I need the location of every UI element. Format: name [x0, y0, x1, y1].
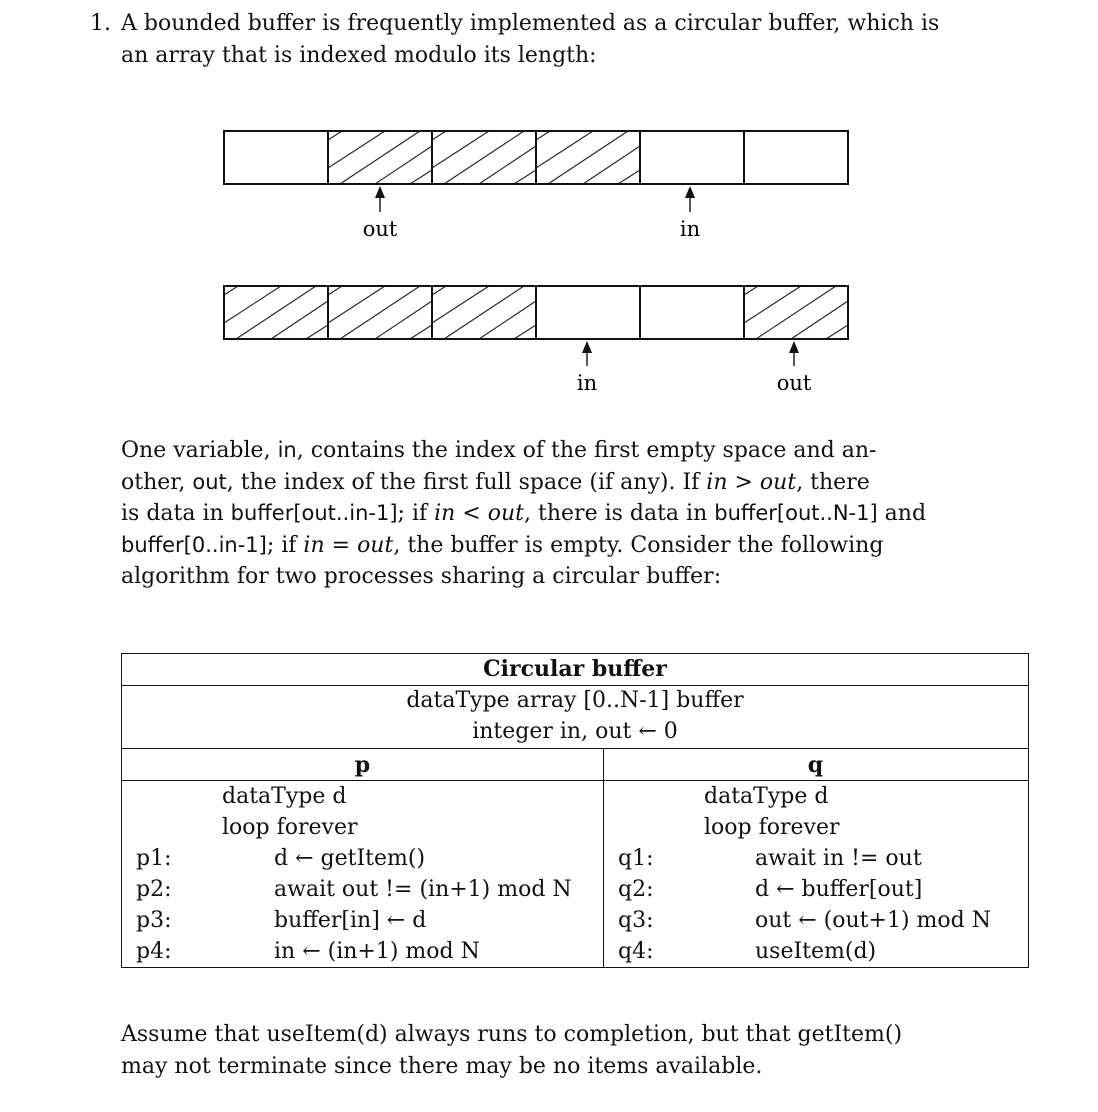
q-stmt-3: out ← (out+1) mod N [755, 908, 991, 933]
process-p-header: p [354, 752, 371, 778]
p-decl-1: dataType d [222, 784, 347, 809]
desc-line-2: other, out, the index of the first full space (if any). If in > out, there [121, 469, 870, 495]
desc-line-1: One variable, in, contains the index of the first empty space and an- [121, 438, 877, 463]
top-buffer [224, 131, 848, 241]
q-decl-1: dataType d [704, 784, 829, 809]
bottom-in-arrow-icon [582, 341, 592, 366]
p-decl-2: loop forever [222, 815, 358, 840]
q-stmt-1: await in != out [755, 846, 922, 871]
p-stmt-2: await out != (in+1) mod N [274, 877, 572, 902]
p-stmt-1: d ← getItem() [274, 846, 426, 871]
top-cell-1-fill [328, 131, 432, 184]
q-stmt-2: d ← buffer[out] [755, 877, 923, 902]
bottom-out-arrow-icon [789, 341, 799, 366]
intro-line-2: an array that is indexed modulo its length: [121, 42, 597, 68]
intro-line-1: A bounded buffer is frequently implemented as a circular buffer, which is [121, 11, 940, 36]
top-cell-3-fill [536, 131, 640, 184]
top-in-label: in [679, 217, 701, 241]
p-label-2: p2: [136, 877, 172, 902]
q-decl-2: loop forever [704, 815, 840, 840]
bottom-cell-2-fill [432, 286, 536, 339]
q-label-4: q4: [618, 939, 654, 964]
algorithm-table [121, 653, 1029, 968]
p-label-3: p3: [136, 908, 172, 933]
p-stmt-3: buffer[in] ← d [274, 908, 427, 933]
top-cell-2-fill [432, 131, 536, 184]
top-in-arrow-icon [685, 186, 695, 212]
closing-line-2: may not terminate since there may be no items available. [121, 1053, 763, 1079]
bottom-in-label: in [576, 371, 598, 395]
desc-line-4: buffer[0..in-1]; if in = out, the buffer is empty. Consider the following [121, 532, 884, 558]
desc-line-3: is data in buffer[out..in-1]; if in < out, there is data in buffer[out..N-1] and [121, 501, 927, 526]
closing-line-1: Assume that useItem(d) always runs to completion, but that getItem() [121, 1022, 903, 1047]
bottom-cell-1-fill [328, 286, 432, 339]
bottom-out-label: out [776, 371, 812, 395]
desc-line-5: algorithm for two processes sharing a circular buffer: [121, 564, 722, 589]
q-stmt-4: useItem(d) [755, 939, 877, 964]
global-decl-2: integer in, out ← 0 [472, 719, 678, 744]
p-label-1: p1: [136, 846, 172, 871]
closing-paragraph [121, 1019, 951, 1082]
q-label-3: q3: [618, 908, 654, 933]
top-out-arrow-icon [375, 186, 385, 212]
bottom-buffer [224, 286, 848, 395]
top-buffer-hatched-cells [328, 131, 640, 184]
problem-number: 1. [90, 11, 111, 36]
description-paragraph [121, 435, 951, 593]
q-label-2: q2: [618, 877, 654, 902]
algorithm-title: Circular buffer [483, 656, 667, 682]
buffer-diagram [0, 0, 1098, 420]
process-q-header: q [807, 752, 824, 778]
p-label-4: p4: [136, 939, 172, 964]
q-label-1: q1: [618, 846, 654, 871]
p-stmt-4: in ← (in+1) mod N [274, 939, 480, 964]
global-decl-1: dataType array [0..N-1] buffer [406, 688, 744, 713]
bottom-cell-5-fill [744, 286, 848, 339]
top-out-label: out [362, 217, 398, 241]
bottom-cell-0-fill [224, 286, 328, 339]
